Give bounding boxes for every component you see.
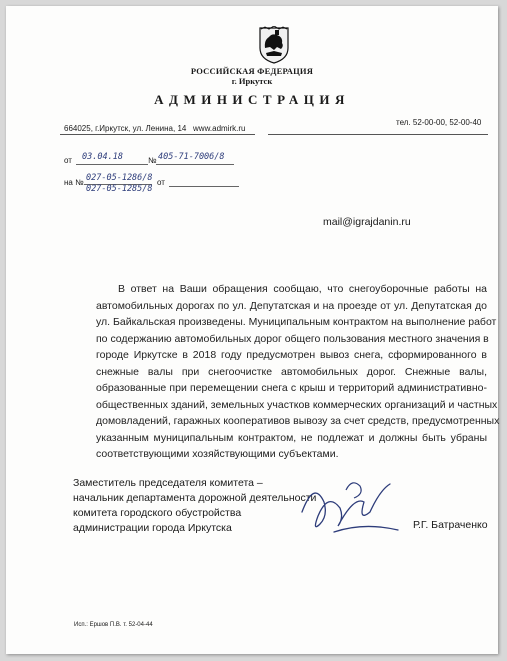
body-line: общественных зданий, земельных участков коммерческих организаций и частных — [96, 398, 498, 411]
reference-number: 027-05-1286/8 — [86, 173, 153, 183]
signatory-name: Р.Г. Батраченко — [413, 519, 488, 531]
header-divider-right — [268, 134, 488, 135]
position-line: начальник департамента дорожной деятельности — [73, 492, 317, 504]
sender-phone: тел. 52-00-00, 52-00-40 — [396, 118, 482, 127]
body-line: домовладений, гаражных кооперативов вывозу за счет средств, предусмотренных — [96, 415, 500, 427]
outgoing-date: 03.04.18 — [82, 152, 123, 162]
handwritten-signature — [294, 472, 406, 542]
signatory-position — [73, 476, 316, 536]
body-line: В ответ на Ваши обращения сообщаю, что снегоуборочные работы на — [118, 283, 487, 295]
body-line: городе Иркутске в 2018 году предусмотрен вывоз снега, сформированного в — [96, 349, 487, 361]
reference-from-label: от — [157, 178, 165, 187]
date-underline — [76, 164, 148, 165]
sender-address: 664025, г.Иркутск, ул. Ленина, 14 www.admirk.ru — [64, 124, 246, 133]
organization-title: АДМИНИСТРАЦИЯ — [154, 92, 350, 107]
reference-date-underline — [169, 186, 239, 187]
body-line: соответствующими хозяйствующими субъектами. — [96, 448, 339, 460]
number-label: № — [148, 156, 157, 165]
outgoing-number: 405-71-7006/8 — [158, 152, 225, 162]
number-underline — [156, 164, 234, 165]
irkutsk-coat-of-arms-icon — [257, 26, 291, 64]
country-name: РОССИЙСКАЯ ФЕДЕРАЦИЯ — [190, 66, 314, 76]
from-label: от — [64, 156, 72, 165]
position-line: комитета городского обустройства — [73, 507, 242, 519]
executor-info: Исп.: Ершов П.В. т. 52-04-44 — [74, 622, 153, 628]
body-line: указанным муниципальным контрактом, не подлежат и должны быть убраны — [96, 431, 487, 444]
body-line: снежные валы при снегоочистке автомобильных дорог. Снежные валы, — [96, 365, 487, 378]
reference-number-second: 027-05-1285/8 — [86, 184, 153, 194]
body-line: автомобильных дорогах по ул. Депутатская и на проезде от ул. Депутатская до — [96, 299, 487, 312]
recipient-email: mail@igrajdanin.ru — [323, 216, 411, 228]
position-line: администрации города Иркутска — [73, 522, 232, 534]
position-line: Заместитель председателя комитета – — [73, 477, 263, 489]
city-name: г. Иркутск — [231, 76, 273, 86]
body-line: ул. Байкальская произведены. Муниципальным контрактом на выполнение работ — [96, 316, 497, 328]
body-line: образованные при перемещении снега с крыш и территорий административно- — [96, 382, 487, 394]
letter-page — [6, 6, 498, 654]
body-line: по содержанию автомобильных дорог общего пользования местного значения в — [96, 332, 489, 345]
header-divider-left — [60, 134, 255, 135]
letter-body — [96, 281, 500, 463]
reference-number-label: на № — [64, 178, 84, 187]
